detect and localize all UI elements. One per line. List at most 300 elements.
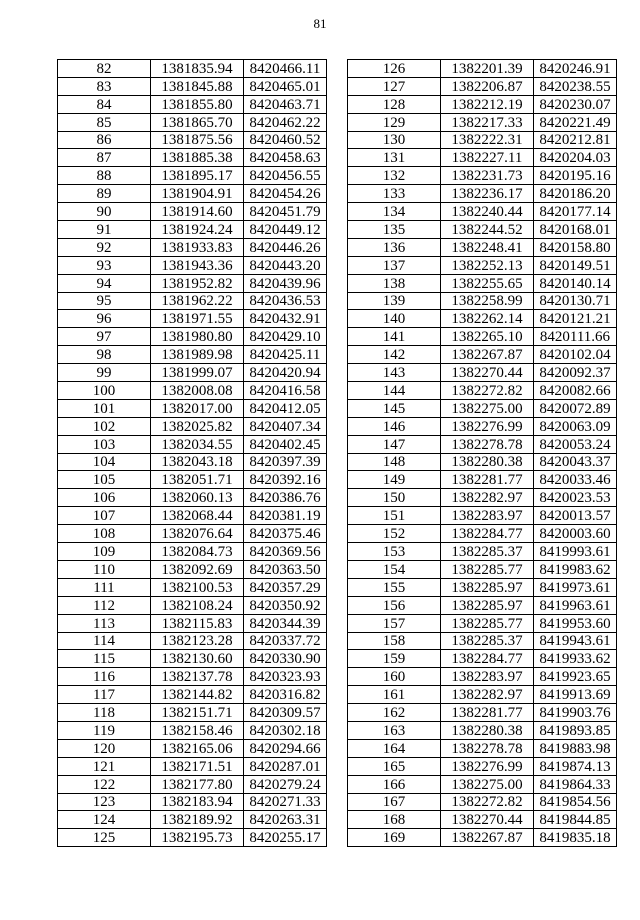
x-coordinate-cell: 1382043.18 [151, 453, 244, 471]
table-row [348, 471, 617, 489]
x-coordinate-cell: 1382151.71 [151, 704, 244, 722]
x-coordinate-cell: 1382280.38 [441, 721, 534, 739]
x-coordinate-cell: 1382017.00 [151, 399, 244, 417]
y-coordinate-cell: 8419963.61 [534, 596, 617, 614]
x-coordinate-cell: 1382285.97 [441, 596, 534, 614]
x-coordinate-cell: 1381895.17 [151, 167, 244, 185]
table-row [348, 560, 617, 578]
y-coordinate-cell: 8420309.57 [244, 704, 327, 722]
table-row [58, 238, 327, 256]
y-coordinate-cell: 8420121.21 [534, 310, 617, 328]
y-coordinate-cell: 8420449.12 [244, 221, 327, 239]
y-coordinate-cell: 8419835.18 [534, 829, 617, 847]
x-coordinate-cell: 1382183.94 [151, 793, 244, 811]
table-row [58, 775, 327, 793]
y-coordinate-cell: 8420436.53 [244, 292, 327, 310]
x-coordinate-cell: 1382236.17 [441, 185, 534, 203]
point-number-cell: 98 [58, 346, 151, 364]
table-row [58, 650, 327, 668]
table-row [348, 203, 617, 221]
y-coordinate-cell: 8420204.03 [534, 149, 617, 167]
point-number-cell: 157 [348, 614, 441, 632]
y-coordinate-cell: 8420420.94 [244, 364, 327, 382]
point-number-cell: 165 [348, 757, 441, 775]
x-coordinate-cell: 1382282.97 [441, 489, 534, 507]
x-coordinate-cell: 1382278.78 [441, 739, 534, 757]
y-coordinate-cell: 8420425.11 [244, 346, 327, 364]
table-row [58, 614, 327, 632]
y-coordinate-cell: 8420456.55 [244, 167, 327, 185]
y-coordinate-cell: 8420344.39 [244, 614, 327, 632]
table-row [348, 614, 617, 632]
table-row [348, 543, 617, 561]
x-coordinate-cell: 1382272.82 [441, 382, 534, 400]
x-coordinate-cell: 1382137.78 [151, 668, 244, 686]
y-coordinate-cell: 8420386.76 [244, 489, 327, 507]
y-coordinate-cell: 8419943.61 [534, 632, 617, 650]
table-row [348, 632, 617, 650]
x-coordinate-cell: 1381943.36 [151, 256, 244, 274]
table-row [348, 60, 617, 78]
table-row [58, 829, 327, 847]
table-row [58, 721, 327, 739]
x-coordinate-cell: 1382123.28 [151, 632, 244, 650]
x-coordinate-cell: 1382108.24 [151, 596, 244, 614]
table-row [348, 238, 617, 256]
point-number-cell: 106 [58, 489, 151, 507]
y-coordinate-cell: 8420454.26 [244, 185, 327, 203]
point-number-cell: 87 [58, 149, 151, 167]
x-coordinate-cell: 1382115.83 [151, 614, 244, 632]
y-coordinate-cell: 8420177.14 [534, 203, 617, 221]
table-row [348, 793, 617, 811]
y-coordinate-cell: 8420072.89 [534, 399, 617, 417]
y-coordinate-cell: 8420466.11 [244, 60, 327, 78]
x-coordinate-cell: 1382255.65 [441, 274, 534, 292]
y-coordinate-cell: 8419993.61 [534, 543, 617, 561]
y-coordinate-cell: 8420363.50 [244, 560, 327, 578]
table-row [58, 328, 327, 346]
point-number-cell: 132 [348, 167, 441, 185]
x-coordinate-cell: 1382201.39 [441, 60, 534, 78]
table-row [58, 364, 327, 382]
x-coordinate-cell: 1382051.71 [151, 471, 244, 489]
table-row [58, 131, 327, 149]
table-row [58, 113, 327, 131]
x-coordinate-cell: 1382272.82 [441, 793, 534, 811]
x-coordinate-cell: 1382252.13 [441, 256, 534, 274]
table-row [348, 435, 617, 453]
point-number-cell: 147 [348, 435, 441, 453]
table-row [58, 346, 327, 364]
point-number-cell: 92 [58, 238, 151, 256]
x-coordinate-cell: 1382285.97 [441, 578, 534, 596]
point-number-cell: 169 [348, 829, 441, 847]
point-number-cell: 91 [58, 221, 151, 239]
y-coordinate-cell: 8420063.09 [534, 417, 617, 435]
y-coordinate-cell: 8420003.60 [534, 525, 617, 543]
table-row [58, 167, 327, 185]
point-number-cell: 162 [348, 704, 441, 722]
y-coordinate-cell: 8420158.80 [534, 238, 617, 256]
y-coordinate-cell: 8419844.85 [534, 811, 617, 829]
point-number-cell: 163 [348, 721, 441, 739]
point-number-cell: 90 [58, 203, 151, 221]
point-number-cell: 159 [348, 650, 441, 668]
point-number-cell: 152 [348, 525, 441, 543]
y-coordinate-cell: 8419933.62 [534, 650, 617, 668]
table-row [348, 292, 617, 310]
point-number-cell: 168 [348, 811, 441, 829]
point-number-cell: 93 [58, 256, 151, 274]
point-number-cell: 141 [348, 328, 441, 346]
y-coordinate-cell: 8420033.46 [534, 471, 617, 489]
x-coordinate-cell: 1382092.69 [151, 560, 244, 578]
x-coordinate-cell: 1382034.55 [151, 435, 244, 453]
point-number-cell: 109 [58, 543, 151, 561]
y-coordinate-cell: 8420392.16 [244, 471, 327, 489]
table-row [58, 668, 327, 686]
point-number-cell: 150 [348, 489, 441, 507]
table-row [348, 811, 617, 829]
y-coordinate-cell: 8419953.60 [534, 614, 617, 632]
point-number-cell: 133 [348, 185, 441, 203]
point-number-cell: 82 [58, 60, 151, 78]
point-number-cell: 111 [58, 578, 151, 596]
y-coordinate-cell: 8420465.01 [244, 77, 327, 95]
x-coordinate-cell: 1382282.97 [441, 686, 534, 704]
x-coordinate-cell: 1382283.97 [441, 668, 534, 686]
y-coordinate-cell: 8420357.29 [244, 578, 327, 596]
y-coordinate-cell: 8420195.16 [534, 167, 617, 185]
point-number-cell: 110 [58, 560, 151, 578]
x-coordinate-cell: 1381855.80 [151, 95, 244, 113]
table-row [58, 310, 327, 328]
x-coordinate-cell: 1382276.99 [441, 757, 534, 775]
y-coordinate-cell: 8420302.18 [244, 721, 327, 739]
point-number-cell: 145 [348, 399, 441, 417]
y-coordinate-cell: 8420375.46 [244, 525, 327, 543]
table-row [58, 596, 327, 614]
y-coordinate-cell: 8420221.49 [534, 113, 617, 131]
point-number-cell: 102 [58, 417, 151, 435]
table-row [348, 578, 617, 596]
y-coordinate-cell: 8420130.71 [534, 292, 617, 310]
x-coordinate-cell: 1382212.19 [441, 95, 534, 113]
table-row [348, 757, 617, 775]
point-number-cell: 117 [58, 686, 151, 704]
table-row [348, 829, 617, 847]
point-number-cell: 129 [348, 113, 441, 131]
point-number-cell: 134 [348, 203, 441, 221]
point-number-cell: 116 [58, 668, 151, 686]
table-row [58, 704, 327, 722]
table-row [348, 221, 617, 239]
point-number-cell: 119 [58, 721, 151, 739]
x-coordinate-cell: 1382100.53 [151, 578, 244, 596]
point-number-cell: 101 [58, 399, 151, 417]
table-row [58, 757, 327, 775]
table-row [348, 668, 617, 686]
x-coordinate-cell: 1381865.70 [151, 113, 244, 131]
y-coordinate-cell: 8420043.37 [534, 453, 617, 471]
point-number-cell: 149 [348, 471, 441, 489]
table-row [58, 525, 327, 543]
y-coordinate-cell: 8420294.66 [244, 739, 327, 757]
y-coordinate-cell: 8420323.93 [244, 668, 327, 686]
x-coordinate-cell: 1381924.24 [151, 221, 244, 239]
coordinates-table-right [347, 59, 617, 847]
point-number-cell: 158 [348, 632, 441, 650]
point-number-cell: 114 [58, 632, 151, 650]
x-coordinate-cell: 1382280.38 [441, 453, 534, 471]
point-number-cell: 104 [58, 453, 151, 471]
y-coordinate-cell: 8420023.53 [534, 489, 617, 507]
point-number-cell: 83 [58, 77, 151, 95]
y-coordinate-cell: 8419903.76 [534, 704, 617, 722]
x-coordinate-cell: 1381962.22 [151, 292, 244, 310]
point-number-cell: 118 [58, 704, 151, 722]
x-coordinate-cell: 1382189.92 [151, 811, 244, 829]
point-number-cell: 143 [348, 364, 441, 382]
point-number-cell: 115 [58, 650, 151, 668]
point-number-cell: 97 [58, 328, 151, 346]
y-coordinate-cell: 8420140.14 [534, 274, 617, 292]
point-number-cell: 85 [58, 113, 151, 131]
point-number-cell: 107 [58, 507, 151, 525]
y-coordinate-cell: 8420432.91 [244, 310, 327, 328]
point-number-cell: 94 [58, 274, 151, 292]
x-coordinate-cell: 1382244.52 [441, 221, 534, 239]
point-number-cell: 130 [348, 131, 441, 149]
point-number-cell: 125 [58, 829, 151, 847]
x-coordinate-cell: 1382227.11 [441, 149, 534, 167]
point-number-cell: 139 [348, 292, 441, 310]
table-row [58, 471, 327, 489]
table-row [348, 167, 617, 185]
table-row [58, 185, 327, 203]
x-coordinate-cell: 1382195.73 [151, 829, 244, 847]
x-coordinate-cell: 1382076.64 [151, 525, 244, 543]
table-row [348, 525, 617, 543]
point-number-cell: 108 [58, 525, 151, 543]
table-row [348, 95, 617, 113]
y-coordinate-cell: 8420463.71 [244, 95, 327, 113]
x-coordinate-cell: 1382262.14 [441, 310, 534, 328]
table-row [58, 578, 327, 596]
x-coordinate-cell: 1381980.80 [151, 328, 244, 346]
table-row [58, 292, 327, 310]
y-coordinate-cell: 8420238.55 [534, 77, 617, 95]
x-coordinate-cell: 1382265.10 [441, 328, 534, 346]
table-row [348, 328, 617, 346]
x-coordinate-cell: 1382283.97 [441, 507, 534, 525]
table-row [348, 417, 617, 435]
x-coordinate-cell: 1382158.46 [151, 721, 244, 739]
y-coordinate-cell: 8420460.52 [244, 131, 327, 149]
y-coordinate-cell: 8420429.10 [244, 328, 327, 346]
y-coordinate-cell: 8420287.01 [244, 757, 327, 775]
table-row [58, 453, 327, 471]
y-coordinate-cell: 8420230.07 [534, 95, 617, 113]
table-row [58, 95, 327, 113]
point-number-cell: 103 [58, 435, 151, 453]
x-coordinate-cell: 1382284.77 [441, 650, 534, 668]
y-coordinate-cell: 8419883.98 [534, 739, 617, 757]
point-number-cell: 154 [348, 560, 441, 578]
point-number-cell: 95 [58, 292, 151, 310]
x-coordinate-cell: 1382285.77 [441, 614, 534, 632]
x-coordinate-cell: 1382177.80 [151, 775, 244, 793]
y-coordinate-cell: 8420330.90 [244, 650, 327, 668]
x-coordinate-cell: 1382144.82 [151, 686, 244, 704]
y-coordinate-cell: 8420082.66 [534, 382, 617, 400]
point-number-cell: 155 [348, 578, 441, 596]
y-coordinate-cell: 8420316.82 [244, 686, 327, 704]
y-coordinate-cell: 8420246.91 [534, 60, 617, 78]
table-row [348, 256, 617, 274]
y-coordinate-cell: 8420369.56 [244, 543, 327, 561]
table-row [58, 560, 327, 578]
x-coordinate-cell: 1382008.08 [151, 382, 244, 400]
table-row [348, 650, 617, 668]
x-coordinate-cell: 1382165.06 [151, 739, 244, 757]
table-row [58, 256, 327, 274]
x-coordinate-cell: 1382231.73 [441, 167, 534, 185]
y-coordinate-cell: 8420443.20 [244, 256, 327, 274]
point-number-cell: 153 [348, 543, 441, 561]
x-coordinate-cell: 1382285.37 [441, 543, 534, 561]
y-coordinate-cell: 8420279.24 [244, 775, 327, 793]
table-row [348, 113, 617, 131]
table-row [58, 435, 327, 453]
table-row [348, 346, 617, 364]
x-coordinate-cell: 1382281.77 [441, 704, 534, 722]
x-coordinate-cell: 1382258.99 [441, 292, 534, 310]
y-coordinate-cell: 8420255.17 [244, 829, 327, 847]
table-row [348, 382, 617, 400]
table-row [348, 185, 617, 203]
point-number-cell: 86 [58, 131, 151, 149]
table-row [348, 149, 617, 167]
x-coordinate-cell: 1382276.99 [441, 417, 534, 435]
point-number-cell: 160 [348, 668, 441, 686]
point-number-cell: 131 [348, 149, 441, 167]
x-coordinate-cell: 1381835.94 [151, 60, 244, 78]
point-number-cell: 140 [348, 310, 441, 328]
table-row [348, 704, 617, 722]
y-coordinate-cell: 8419893.85 [534, 721, 617, 739]
y-coordinate-cell: 8419874.13 [534, 757, 617, 775]
point-number-cell: 123 [58, 793, 151, 811]
x-coordinate-cell: 1382270.44 [441, 811, 534, 829]
point-number-cell: 113 [58, 614, 151, 632]
table-row [58, 149, 327, 167]
x-coordinate-cell: 1382275.00 [441, 775, 534, 793]
table-row [348, 721, 617, 739]
y-coordinate-cell: 8420446.26 [244, 238, 327, 256]
y-coordinate-cell: 8420397.39 [244, 453, 327, 471]
y-coordinate-cell: 8420451.79 [244, 203, 327, 221]
table-row [348, 364, 617, 382]
point-number-cell: 167 [348, 793, 441, 811]
x-coordinate-cell: 1381933.83 [151, 238, 244, 256]
x-coordinate-cell: 1381885.38 [151, 149, 244, 167]
y-coordinate-cell: 8420271.33 [244, 793, 327, 811]
x-coordinate-cell: 1381904.91 [151, 185, 244, 203]
table-row [348, 775, 617, 793]
point-number-cell: 151 [348, 507, 441, 525]
point-number-cell: 96 [58, 310, 151, 328]
point-number-cell: 161 [348, 686, 441, 704]
table-row [58, 221, 327, 239]
x-coordinate-cell: 1382267.87 [441, 829, 534, 847]
point-number-cell: 166 [348, 775, 441, 793]
y-coordinate-cell: 8420263.31 [244, 811, 327, 829]
x-coordinate-cell: 1382060.13 [151, 489, 244, 507]
table-row [348, 131, 617, 149]
x-coordinate-cell: 1382025.82 [151, 417, 244, 435]
point-number-cell: 89 [58, 185, 151, 203]
table-row [58, 382, 327, 400]
point-number-cell: 135 [348, 221, 441, 239]
x-coordinate-cell: 1382248.41 [441, 238, 534, 256]
y-coordinate-cell: 8420168.01 [534, 221, 617, 239]
x-coordinate-cell: 1382281.77 [441, 471, 534, 489]
table-row [348, 489, 617, 507]
y-coordinate-cell: 8420458.63 [244, 149, 327, 167]
y-coordinate-cell: 8420212.81 [534, 131, 617, 149]
x-coordinate-cell: 1382206.87 [441, 77, 534, 95]
point-number-cell: 156 [348, 596, 441, 614]
point-number-cell: 120 [58, 739, 151, 757]
point-number-cell: 126 [348, 60, 441, 78]
x-coordinate-cell: 1381875.56 [151, 131, 244, 149]
y-coordinate-cell: 8420402.45 [244, 435, 327, 453]
point-number-cell: 88 [58, 167, 151, 185]
table-row [348, 596, 617, 614]
page-number: 81 [313, 16, 327, 31]
x-coordinate-cell: 1382284.77 [441, 525, 534, 543]
point-number-cell: 146 [348, 417, 441, 435]
point-number-cell: 84 [58, 95, 151, 113]
table-row [348, 686, 617, 704]
table-row [348, 274, 617, 292]
x-coordinate-cell: 1381952.82 [151, 274, 244, 292]
point-number-cell: 124 [58, 811, 151, 829]
table-row [58, 686, 327, 704]
y-coordinate-cell: 8419983.62 [534, 560, 617, 578]
point-number-cell: 128 [348, 95, 441, 113]
table-row [58, 399, 327, 417]
x-coordinate-cell: 1381845.88 [151, 77, 244, 95]
table-row [58, 274, 327, 292]
table-row [348, 310, 617, 328]
point-number-cell: 136 [348, 238, 441, 256]
table-row [58, 203, 327, 221]
x-coordinate-cell: 1381914.60 [151, 203, 244, 221]
table-row [348, 77, 617, 95]
table-row [58, 489, 327, 507]
point-number-cell: 144 [348, 382, 441, 400]
x-coordinate-cell: 1382217.33 [441, 113, 534, 131]
x-coordinate-cell: 1381999.07 [151, 364, 244, 382]
x-coordinate-cell: 1382278.78 [441, 435, 534, 453]
point-number-cell: 142 [348, 346, 441, 364]
table-row [348, 739, 617, 757]
x-coordinate-cell: 1382285.77 [441, 560, 534, 578]
point-number-cell: 122 [58, 775, 151, 793]
